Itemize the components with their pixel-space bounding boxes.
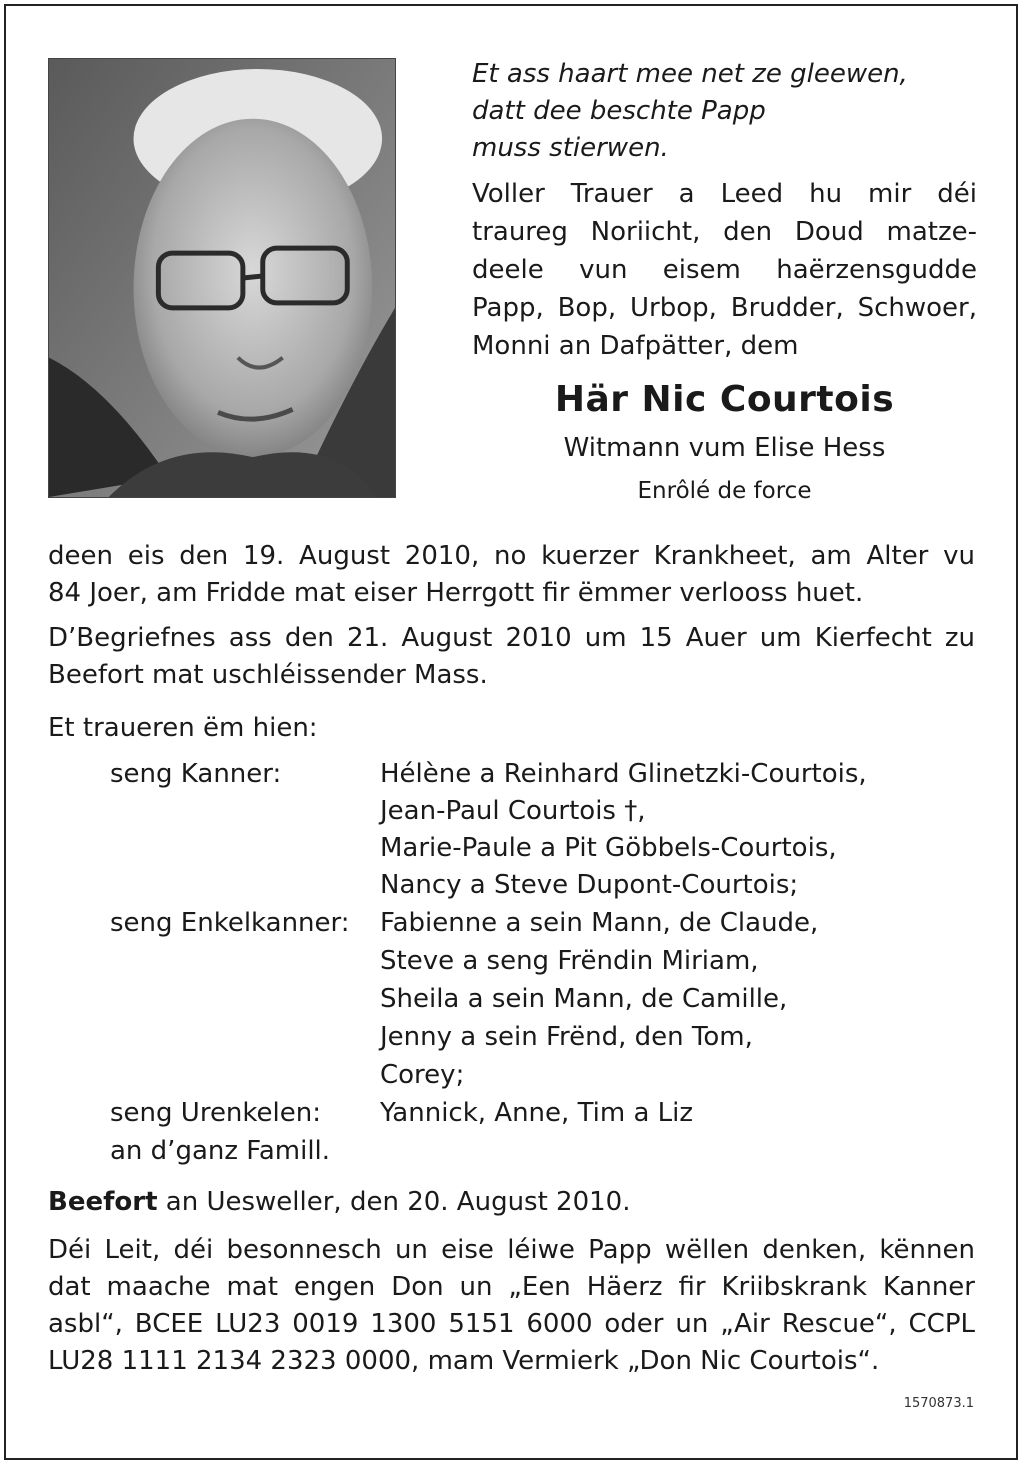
great-grandchildren-label: seng Urenkelen: bbox=[110, 1098, 321, 1128]
great-grandchild-names: Yannick, Anne, Tim a Liz bbox=[380, 1098, 694, 1128]
place-date-line bbox=[48, 1184, 975, 1221]
donation-paragraph bbox=[48, 1232, 975, 1380]
grandchild-name: Corey; bbox=[380, 1060, 465, 1090]
portrait-photo bbox=[48, 58, 396, 498]
enrole-note: Enrôlé de force bbox=[637, 478, 812, 504]
paragraph-line: dat maache mat engen Don un „Een Häerz fir Kriibskrank Kanner bbox=[48, 1272, 975, 1302]
grandchildren-label: seng Enkelkanner: bbox=[110, 908, 350, 938]
quote-line: muss stierwen. bbox=[472, 133, 669, 163]
children-label: seng Kanner: bbox=[110, 759, 282, 789]
whole-family: an d’ganz Famill. bbox=[110, 1136, 331, 1166]
child-name: Marie-Paule a Pit Göbbels-Courtois, bbox=[380, 833, 837, 863]
intro-line: Papp, Bop, Urbop, Brudder, Schwoer, bbox=[472, 293, 977, 323]
quote-line: datt dee beschte Papp bbox=[472, 96, 766, 126]
place-date-rest: an Uesweller, den 20. August 2010. bbox=[157, 1187, 631, 1217]
paragraph-line: 84 Joer, am Fridde mat eiser Herrgott fir ëmmer verlooss huet. bbox=[48, 578, 864, 608]
epigraph-quote bbox=[472, 56, 908, 167]
child-name: Hélène a Reinhard Glinetzki-Courtois, bbox=[380, 759, 867, 789]
paragraph-line: deen eis den 19. August 2010, no kuerzer Krankheet, am Alter vu bbox=[48, 541, 975, 571]
intro-line: Monni an Dafpätter, dem bbox=[472, 331, 799, 361]
place-name: Beefort bbox=[48, 1187, 158, 1217]
widower-line: Witmann vum Elise Hess bbox=[563, 433, 886, 463]
death-paragraph bbox=[48, 538, 975, 612]
intro-line: deele vun eisem haërzensgudde bbox=[472, 255, 977, 285]
funeral-paragraph bbox=[48, 620, 975, 694]
paragraph-line: D’Begriefnes ass den 21. August 2010 um 15 Auer um Kierfecht zu bbox=[48, 623, 975, 653]
paragraph-line: Déi Leit, déi besonnesch un eise léiwe Papp wëllen denken, kënnen bbox=[48, 1235, 975, 1265]
reference-number: 1570873.1 bbox=[903, 1396, 974, 1411]
intro-paragraph bbox=[472, 176, 977, 366]
intro-line: Voller Trauer a Leed hu mir déi bbox=[472, 179, 977, 209]
paragraph-line: Beefort mat uschléissender Mass. bbox=[48, 660, 488, 690]
grandchild-name: Fabienne a sein Mann, de Claude, bbox=[380, 908, 819, 938]
grandchild-name: Jenny a sein Frënd, den Tom, bbox=[380, 1022, 753, 1052]
grandchild-name: Sheila a sein Mann, de Camille, bbox=[380, 984, 788, 1014]
child-name: Jean-Paul Courtois †, bbox=[380, 796, 646, 826]
paragraph-line: asbl“, BCEE LU23 0019 1300 5151 6000 oder un „Air Rescue“, CCPL bbox=[48, 1309, 975, 1339]
paragraph-line: LU28 1111 2134 2323 0000, mam Vermierk „Don Nic Courtois“. bbox=[48, 1346, 880, 1376]
portrait-icon bbox=[49, 59, 395, 497]
quote-line: Et ass haart mee net ze gleewen, bbox=[472, 59, 908, 89]
deceased-name: Här Nic Courtois bbox=[554, 379, 895, 420]
child-name: Nancy a Steve Dupont-Courtois; bbox=[380, 870, 799, 900]
intro-line: traureg Noriicht, den Doud matze- bbox=[472, 217, 977, 247]
grandchild-name: Steve a seng Frëndin Miriam, bbox=[380, 946, 759, 976]
mourners-intro: Et traueren ëm hien: bbox=[48, 713, 318, 743]
